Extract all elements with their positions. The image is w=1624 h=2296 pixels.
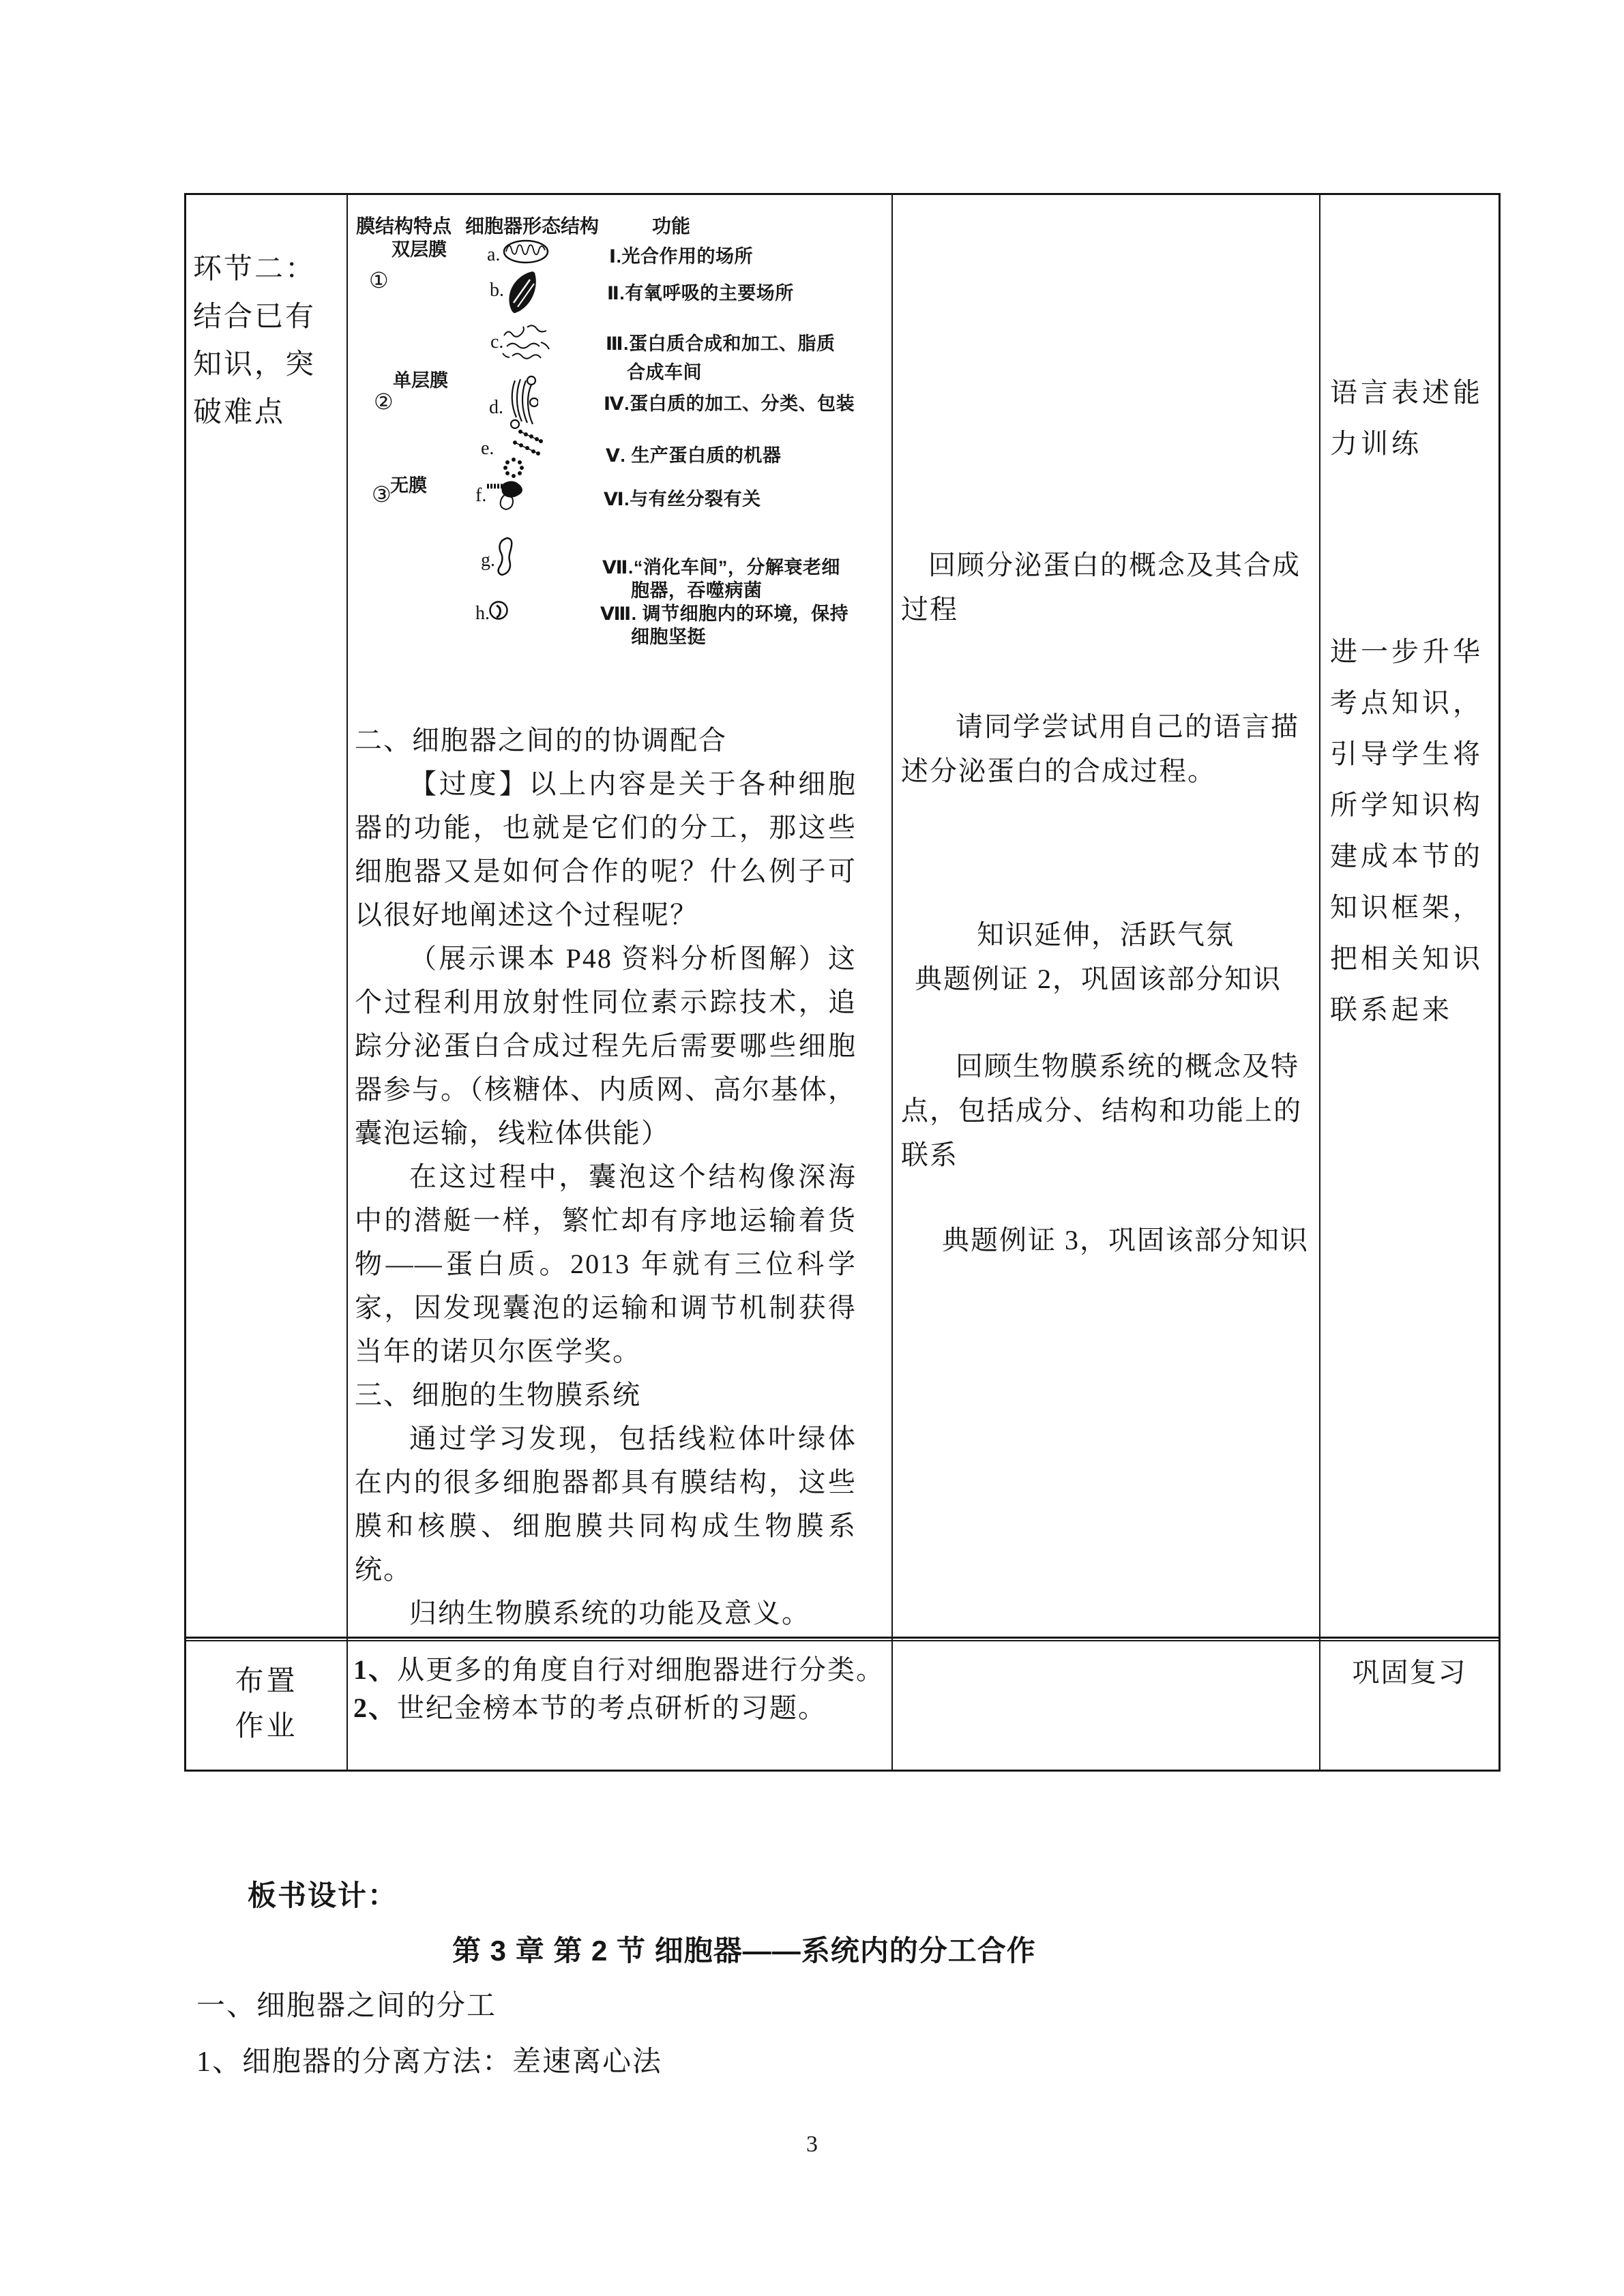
cell-teaching-process xyxy=(348,195,891,1637)
paragraph: 知识延伸，活跃气氛 xyxy=(977,919,1235,950)
item-letter-c: c. xyxy=(490,331,504,353)
vacuole-icon xyxy=(492,536,516,577)
remark-language-training: 语言表述能力训练 xyxy=(1330,377,1483,459)
cell-homework-content xyxy=(348,1641,891,1770)
function-photosynthesis: Ⅰ.光合作用的场所 xyxy=(609,246,754,267)
stage-label: 环节二：结合已有知识，突破难点 xyxy=(193,254,316,428)
organelle-matching-diagram xyxy=(348,195,891,659)
item-letter-h: h. xyxy=(475,603,490,624)
group-number-1: ① xyxy=(369,268,389,293)
function-digestive-workshop-line2: 胞器，吞噬病菌 xyxy=(631,580,763,601)
design-intent-text xyxy=(901,195,1310,1262)
diagram-header-membrane: 膜结构特点 xyxy=(356,215,452,237)
table-row-divider xyxy=(186,1637,1498,1641)
cell-empty xyxy=(893,1641,1319,1770)
homework-remark: 巩固复习 xyxy=(1352,1657,1467,1688)
diagram-header-structure: 细胞器形态结构 xyxy=(465,215,600,237)
function-digestive-workshop-line1: Ⅶ.“消化车间”，分解衰老细 xyxy=(602,557,840,578)
cell-homework-label xyxy=(186,1641,346,1770)
board-design-label: 板书设计： xyxy=(248,1879,398,1911)
homework-text xyxy=(353,1651,885,1727)
item-letter-b: b. xyxy=(490,280,504,301)
teaching-process-text xyxy=(355,719,857,1635)
group-number-2: ② xyxy=(374,389,394,414)
centriole-icon xyxy=(486,478,531,512)
function-aerobic-respiration: Ⅱ.有氧呼吸的主要场所 xyxy=(607,283,794,303)
remark-knowledge-framework: 进一步升华考点知识，引导学生将所学知识构建成本节的知识框架，把相关知识联系起来 xyxy=(1330,636,1483,1025)
item-letter-g: g. xyxy=(481,550,495,571)
ribosome-icon xyxy=(500,427,545,480)
paragraph: 归纳生物膜系统的功能及意义。 xyxy=(409,1598,810,1628)
page-number: 3 xyxy=(806,2132,818,2157)
paragraph: 回顾分泌蛋白的概念及其合成过程 xyxy=(901,550,1301,625)
cell-homework-remark xyxy=(1320,1641,1498,1770)
board-design-line1: 一、细胞器之间的分工 xyxy=(196,1991,497,2022)
paragraph: 典题例证 3，巩固该部分知识 xyxy=(942,1225,1309,1255)
homework-item-text: 世纪金榜本节的考点研析的习题。 xyxy=(397,1693,827,1723)
function-protein-factory: Ⅴ. 生产蛋白质的机器 xyxy=(606,445,782,466)
chloroplast-icon xyxy=(503,270,542,315)
function-cell-environment-line1: Ⅷ. 调节细胞内的环境，保持 xyxy=(600,603,849,624)
group-label-double-membrane: 双层膜 xyxy=(392,239,447,260)
paragraph: 典题例证 2，巩固该部分知识 xyxy=(915,964,1282,994)
lysosome-icon xyxy=(488,599,509,622)
item-letter-f: f. xyxy=(475,485,487,506)
endoplasmic-reticulum-icon xyxy=(500,322,553,361)
paragraph: 回顾生物膜系统的概念及特点，包括成分、结构和功能上的联系 xyxy=(901,1051,1302,1170)
paragraph: 二、细胞器之间的的协调配合 xyxy=(355,725,727,756)
function-protein-processing: Ⅳ.蛋白质的加工、分类、包装 xyxy=(604,393,855,414)
lesson-plan-table xyxy=(184,193,1501,1772)
paragraph: 请同学尝试用自己的语言描述分泌蛋白的合成过程。 xyxy=(901,711,1299,786)
paragraph: （展示课本 P48 资料分析图解）这个过程利用放射性同位素示踪技术，追踪分泌蛋白合成过程先后需要哪些细胞器参与。（核糖体、内质网、高尔基体，囊泡运输，线粒体供能） xyxy=(355,943,857,1148)
group-number-3: ③ xyxy=(372,482,392,507)
paragraph: 【过度】以上内容是关于各种细胞器的功能，也就是它们的分工，那这些细胞器又是如何合作的呢？什么例子可以很好地阐述这个过程呢？ xyxy=(355,769,857,930)
mitochondrion-icon xyxy=(502,239,550,265)
function-protein-lipid-synthesis-line2: 合成车间 xyxy=(627,362,702,383)
item-letter-d: d. xyxy=(489,397,503,418)
function-protein-lipid-synthesis-line1: Ⅲ.蛋白质合成和加工、脂质 xyxy=(606,333,836,354)
cell-remarks xyxy=(1320,195,1498,1637)
homework-item-number: 1、 xyxy=(353,1654,398,1685)
group-label-no-membrane: 无膜 xyxy=(390,475,427,496)
diagram-header-function: 功能 xyxy=(652,215,691,237)
paragraph: 通过学习发现，包括线粒体叶绿体在内的很多细胞器都具有膜结构，这些膜和核膜、细胞膜共同构成生物膜系统。 xyxy=(355,1423,857,1585)
item-letter-a: a. xyxy=(487,244,501,265)
homework-label: 布置作业 xyxy=(235,1666,298,1742)
item-letter-e: e. xyxy=(481,438,494,459)
paragraph: 三、细胞的生物膜系统 xyxy=(355,1380,641,1410)
function-mitosis-related: Ⅵ.与有丝分裂有关 xyxy=(604,489,761,509)
homework-item-number: 2、 xyxy=(353,1693,397,1723)
paragraph: 在这过程中，囊泡这个结构像深海中的潜艇一样，繁忙却有序地运输着货物——蛋白质。2013 年就有三位科学家，因发现囊泡的运输和调节机制获得当年的诺贝尔医学奖。 xyxy=(355,1161,857,1367)
homework-item-text: 从更多的角度自行对细胞器进行分类。 xyxy=(397,1654,885,1685)
golgi-apparatus-icon xyxy=(505,375,538,431)
cell-stage-activity xyxy=(186,195,346,1637)
board-design-line2: 1、细胞器的分离方法：差速离心法 xyxy=(196,2046,663,2078)
function-cell-environment-line2: 细胞坚挺 xyxy=(631,627,706,647)
cell-design-intent xyxy=(893,195,1319,1637)
board-design-title: 第 3 章 第 2 节 细胞器——系统内的分工合作 xyxy=(452,1935,1036,1967)
group-label-single-membrane: 单层膜 xyxy=(393,370,448,391)
